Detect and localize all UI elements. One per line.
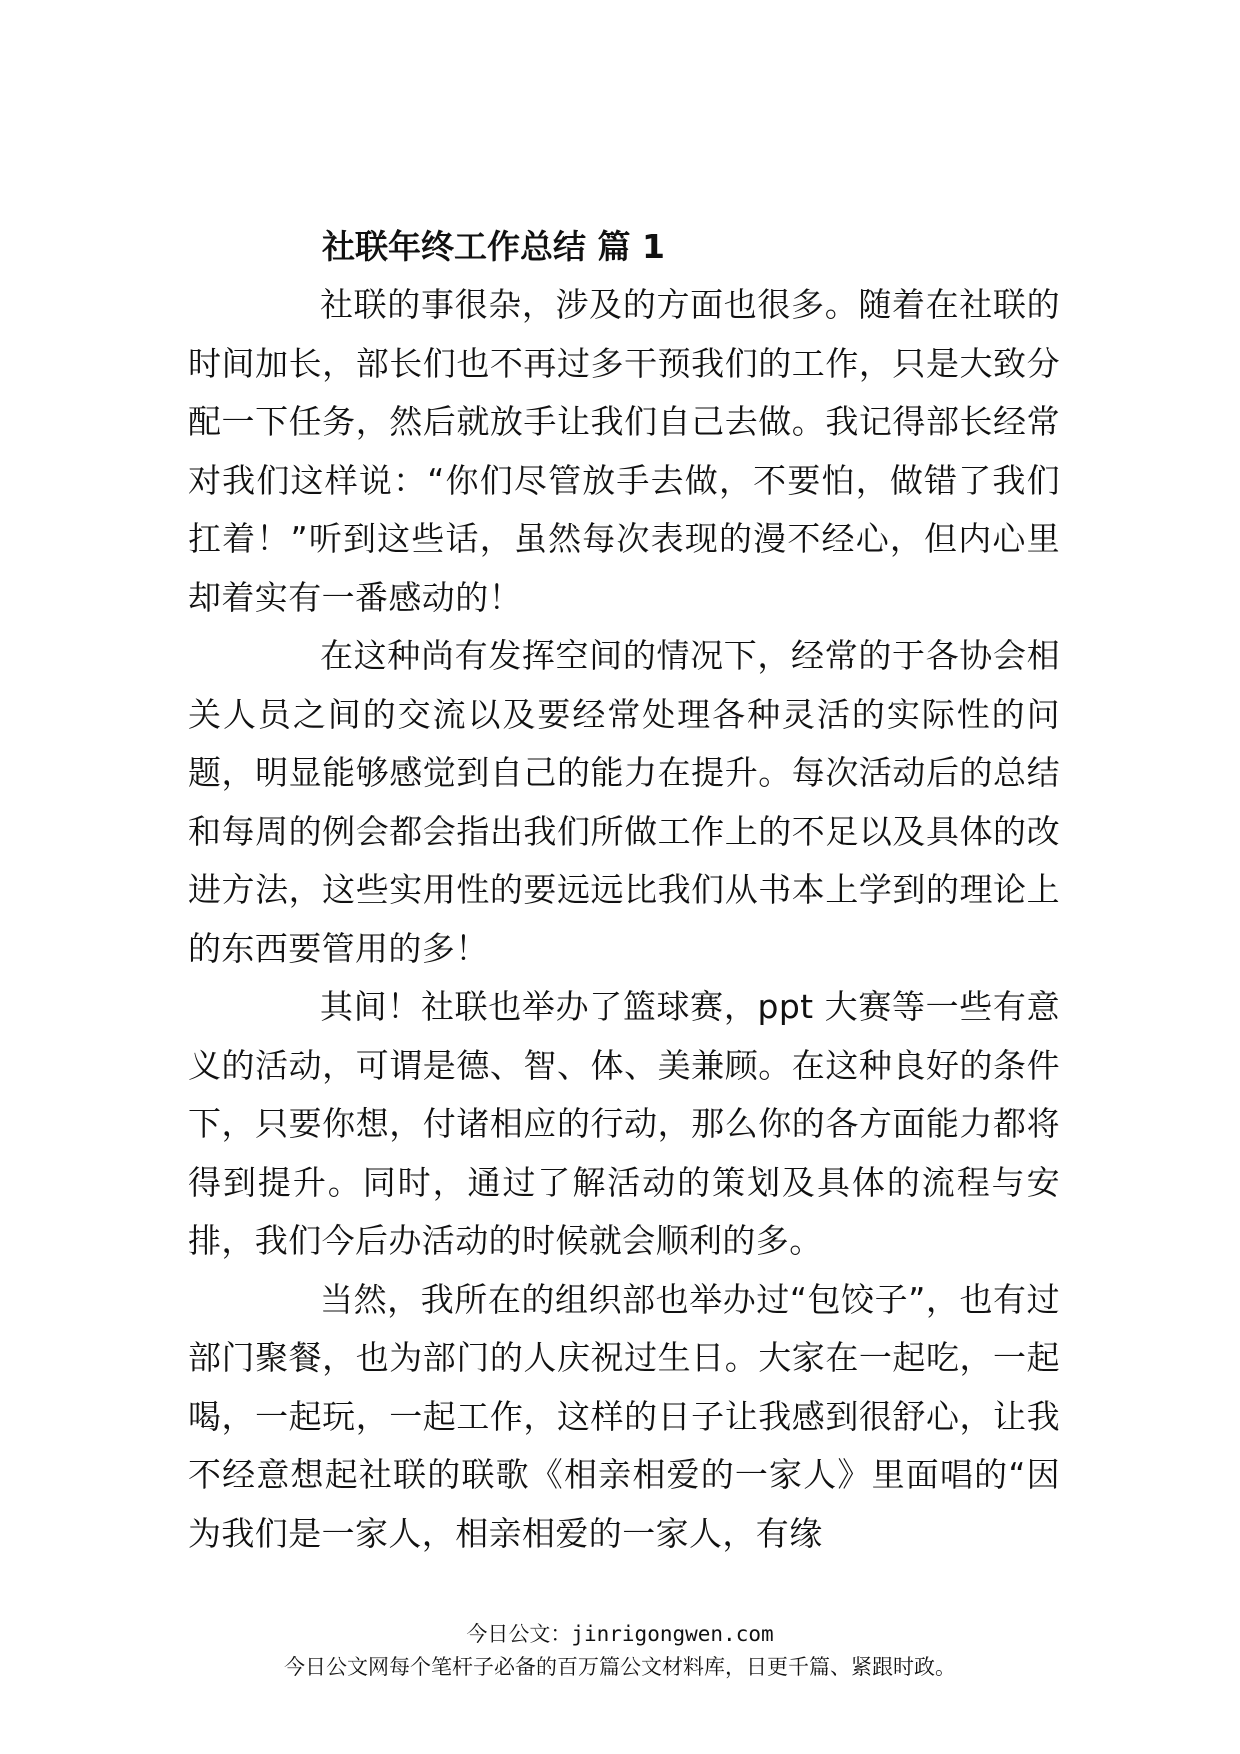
paragraph-4: 当然，我所在的组织部也举办过“包饺子”，也有过部门聚餐，也为部门的人庆祝过生日。大家在一起吃，一起喝，一起玩，一起工作，这样的日子让我感到很舒心，让我不经意想起社联的联歌《相亲相爱的一家人》里面唱的“因为我们是一家人，相亲相爱的一家人，有缘 (188, 1279, 1060, 1553)
footer-site-label: 今日公文： (466, 1622, 572, 1646)
paragraph-2: 在这种尚有发挥空间的情况下，经常的于各协会相关人员之间的交流以及要经常处理各种灵活的实际性的问题，明显能够感觉到自己的能力在提升。每次活动后的总结和每周的例会都会指出我们所做工作上的不足以及具体的改进方法，这些实用性的要远远比我们从书本上学到的理论上的东西要管用的多！ (188, 636, 1060, 968)
footer-site-line (0, 1618, 1240, 1650)
footer-site-url[interactable]: jinrigongwen.com (571, 1622, 774, 1646)
footer-slogan: 今日公文网每个笔杆子必备的百万篇公文材料库，日更千篇、紧跟时政。 (284, 1655, 956, 1679)
document-title: 社联年终工作总结 篇 1 (322, 227, 665, 266)
document-body (188, 276, 1060, 1563)
paragraph-3: 其间！社联也举办了篮球赛，ppt 大赛等一些有意义的活动，可谓是德、智、体、美兼顾。在这种良好的条件下，只要你想，付诸相应的行动，那么你的各方面能力都将得到提升。同时，通过了解活动的策划及具体的流程与安排，我们今后办活动的时候就会顺利的多。 (188, 987, 1060, 1260)
paragraph-1: 社联的事很杂，涉及的方面也很多。随着在社联的时间加长，部长们也不再过多干预我们的工作，只是大致分配一下任务，然后就放手让我们自己去做。我记得部长经常对我们这样说：“你们尽管放手去做，不要怕，做错了我们扛着！”听到这些话，虽然每次表现的漫不经心，但内心里却着实有一番感动的！ (188, 285, 1060, 617)
page-footer (0, 1618, 1240, 1684)
